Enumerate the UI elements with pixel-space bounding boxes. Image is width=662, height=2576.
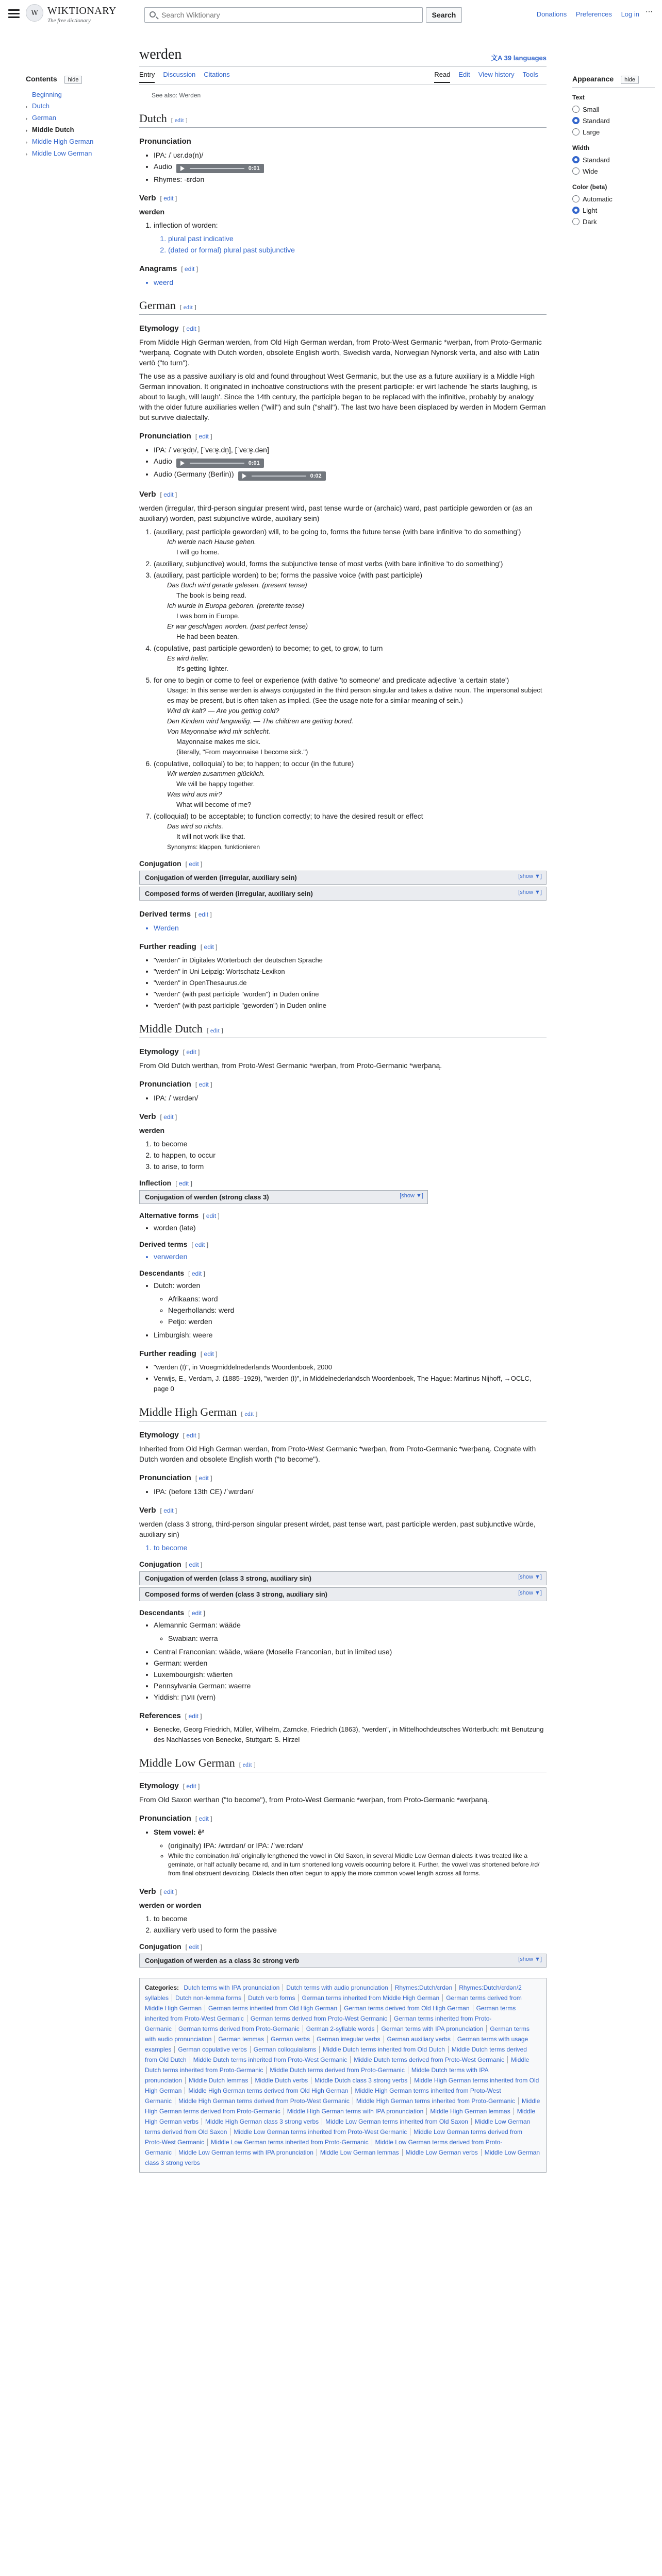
mlg-conjugation-heading: Conjugation [ edit ] bbox=[139, 1942, 203, 1951]
category-link[interactable]: German terms with audio pronunciation bbox=[145, 2025, 530, 2043]
german-heading: German [ edit ] bbox=[139, 299, 547, 315]
dutch-anagrams-heading: Anagrams [ edit ] bbox=[139, 264, 198, 273]
german-verb-headword: werden (irregular, third-person singular present wird, past tense wurde or (archaic) ward, past participle geworden or (as an auxiliary) worden, past subjunctive würde, auxiliary sein) bbox=[139, 504, 533, 522]
descendant: ◦ Swabian: werra bbox=[168, 1633, 547, 1643]
conjugation-table[interactable]: Conjugation of werden as a class 3c strong verb [show ▼] bbox=[139, 1954, 547, 1968]
md-pronunciation-heading: Pronunciation [ edit ] bbox=[139, 1080, 212, 1089]
category-link[interactable]: Middle Low German class 3 strong verbs bbox=[145, 2149, 540, 2166]
german-audio: • Audio 0:01 bbox=[154, 456, 547, 468]
category-link[interactable]: Middle Low German terms derived from Old Saxon bbox=[145, 2118, 531, 2136]
edit-link[interactable]: edit bbox=[186, 1432, 196, 1439]
conjugation-table[interactable]: Conjugation of werden (class 3 strong, auxiliary sin) [show ▼] bbox=[139, 1571, 547, 1585]
descendant: • Luxembourgish: wäerten bbox=[154, 1669, 547, 1680]
edit-link[interactable]: edit bbox=[198, 1475, 209, 1482]
alt-form[interactable]: • worden (late) bbox=[154, 1223, 547, 1233]
category-link[interactable]: Middle High German terms derived from Proto-Germanic bbox=[145, 2097, 540, 2115]
further-reading-item[interactable]: • "werden" (with past participle "worden") in Duden online bbox=[154, 989, 547, 999]
md-definition: 2. to happen, to occur bbox=[154, 1150, 547, 1160]
login-link[interactable]: Log in bbox=[621, 10, 639, 18]
category-link[interactable]: German terms inherited from Middle High German bbox=[298, 1994, 442, 2002]
more-icon[interactable]: ⋯ bbox=[646, 7, 653, 15]
german-sense: 2. (auxiliary, subjunctive) would, forms the subjunctive tense of most verbs (with bare infinitive 'to do something') bbox=[154, 558, 547, 569]
tab-read[interactable]: Read bbox=[434, 71, 450, 83]
edit-link[interactable]: edit bbox=[185, 265, 195, 273]
mhg-descendants-heading: Descendants [ edit ] bbox=[139, 1608, 205, 1617]
toc-item-middle-high-german[interactable]: › Middle High German bbox=[26, 136, 113, 148]
donations-link[interactable]: Donations bbox=[536, 10, 567, 18]
tab-view-history[interactable]: View history bbox=[478, 71, 515, 78]
category-link[interactable]: Rhymes:Dutch/ɛrdən/2 syllables bbox=[145, 1984, 522, 2002]
dutch-headword: werden bbox=[139, 208, 165, 216]
descendant: • Dutch: worden ◦ Afrikaans: word ◦ Negerhollands: werd ◦ Petjo: werden bbox=[154, 1280, 547, 1327]
see-also: See also: Werden bbox=[152, 92, 201, 99]
mlg-etymology-text: From Old Saxon werthan ("to become"), from Proto-West Germanic *werþan, from Proto-Germanic *werþaną. bbox=[139, 1795, 489, 1804]
edit-link[interactable]: edit bbox=[191, 1609, 202, 1617]
category-link[interactable]: German 2-syllable words bbox=[303, 2025, 378, 2032]
user-links bbox=[529, 10, 639, 18]
tab-discussion[interactable]: Discussion bbox=[163, 71, 196, 78]
mhg-references-heading: References [ edit ] bbox=[139, 1711, 202, 1720]
mhg-etymology-text: Inherited from Old High German werdan, from Proto-West Germanic *werþan, from Proto-Germanic *werþaną. Cognate with Dutch worden and obsolete English worth ("to become"). bbox=[139, 1445, 536, 1463]
german-etymology-text: From Middle High German werden, from Old High German werdan, from Proto-West Germanic *werþan, from Proto-Germanic *werþaną. Cognate with Dutch worden, obsolete English worth, Swedish varda, Norwegian Nynorsk verta, and also with Latin vertō ("to turn"). bbox=[139, 338, 542, 367]
tab-tools[interactable]: Tools bbox=[522, 71, 538, 78]
mlg-ipa: ◦ (originally) IPA: /wɛrdən/ or IPA: /ˈweːrdən/ bbox=[168, 1840, 547, 1851]
play-icon bbox=[242, 473, 246, 479]
appearance-panel bbox=[572, 75, 655, 228]
category-link[interactable]: Dutch terms with audio pronunciation bbox=[283, 1984, 391, 1991]
category-link[interactable]: Middle Dutch terms derived from Proto-Germanic bbox=[266, 2066, 407, 2074]
descendant: • Pennsylvania German: waerre bbox=[154, 1681, 547, 1691]
anagram-link[interactable]: • weerd bbox=[154, 277, 547, 287]
mhg-heading: Middle High German [ edit ] bbox=[139, 1405, 547, 1421]
middle-dutch-heading: Middle Dutch [ edit ] bbox=[139, 1022, 547, 1038]
mlg-verb-heading: Verb [ edit ] bbox=[139, 1887, 177, 1896]
tagline: The free dictionary bbox=[47, 18, 91, 24]
category-link[interactable]: Middle Dutch terms inherited from Proto-Germanic bbox=[145, 2056, 529, 2074]
descendant: • Yiddish: ווערן (vern) bbox=[154, 1692, 547, 1702]
dutch-sub-definition[interactable]: 1. plural past indicative bbox=[168, 233, 547, 244]
md-etymology-heading: Etymology [ edit ] bbox=[139, 1047, 200, 1056]
composed-forms-table[interactable]: Composed forms of werden (class 3 strong, auxiliary sin) [show ▼] bbox=[139, 1587, 547, 1601]
site-header bbox=[0, 0, 662, 31]
category-link[interactable]: Middle Low German terms inherited from Proto-West Germanic bbox=[230, 2128, 410, 2136]
mlg-headword: werden or worden bbox=[139, 1901, 202, 1909]
reference-item: • Benecke, Georg Friedrich, Müller, Wilhelm, Zarncke, Friedrich (1863), "werden", in Mittelhochdeutsches Wörterbuch: mit Benutzung des Nachlasses von Benecke, Stuttgart: S. Hirzel bbox=[154, 1724, 547, 1745]
md-headword: werden bbox=[139, 1126, 165, 1134]
preferences-link[interactable]: Preferences bbox=[575, 10, 612, 18]
edit-link[interactable]: edit bbox=[186, 325, 196, 332]
dutch-verb-heading: Verb [ edit ] bbox=[139, 194, 177, 202]
german-sense: 4. (copulative, past participle geworden) to become; to get, to grow, to turn Es wird heller. It's getting lighter. bbox=[154, 643, 547, 674]
category-link[interactable]: German colloquialisms bbox=[250, 2046, 319, 2053]
synonyms: Synonyms: klappen, funktionieren bbox=[167, 843, 260, 851]
category-link[interactable]: Rhymes:Dutch/ɛrdən bbox=[391, 1984, 456, 1991]
conjugation-table[interactable]: Conjugation of werden (strong class 3) [show ▼] bbox=[139, 1190, 428, 1204]
category-link[interactable]: Dutch non-lemma forms bbox=[172, 1994, 244, 2002]
toc-item-beginning[interactable]: Beginning bbox=[32, 91, 62, 98]
further-reading-item[interactable]: • "werden" (with past participle "geworden") in Duden online bbox=[154, 1001, 547, 1011]
md-definition: 3. to arise, to form bbox=[154, 1161, 547, 1172]
page-tabs bbox=[139, 71, 547, 85]
edit-link[interactable]: edit bbox=[186, 1783, 196, 1790]
dutch-heading: Dutch [ edit ] bbox=[139, 112, 547, 128]
search-button[interactable]: Search bbox=[426, 7, 462, 23]
main-content bbox=[139, 46, 547, 2173]
edit-link[interactable]: edit bbox=[198, 433, 209, 440]
category-link[interactable]: German terms inherited from Old High German bbox=[205, 2005, 340, 2012]
toc-item-dutch[interactable]: › Dutch bbox=[26, 100, 113, 112]
edit-link[interactable]: edit bbox=[204, 943, 214, 951]
dutch-audio: • Audio 0:01 bbox=[154, 161, 547, 173]
category-link[interactable]: Middle High German terms derived from Proto-West Germanic bbox=[175, 2097, 353, 2105]
edit-link[interactable]: edit bbox=[189, 1561, 199, 1568]
category-link[interactable]: Middle Dutch class 3 strong verbs bbox=[311, 2077, 410, 2084]
dutch-pronunciation-heading: Pronunciation bbox=[139, 137, 191, 146]
show-toggle[interactable]: [show ▼] bbox=[400, 1193, 423, 1199]
width-wide-option[interactable]: Wide bbox=[572, 166, 655, 177]
german-sense: 7. (colloquial) to be acceptable; to function correctly; to have the desired result or effect Das wird so nichts. It will not work like that. Synonyms: klappen, funktionieren bbox=[154, 811, 547, 852]
category-link[interactable]: Middle Low German verbs bbox=[402, 2149, 481, 2156]
tab-citations[interactable]: Citations bbox=[204, 71, 230, 78]
category-link[interactable]: German terms derived from Proto-West Germanic bbox=[247, 2015, 390, 2022]
category-link[interactable]: Middle High German verbs bbox=[145, 2108, 536, 2125]
further-reading-item[interactable]: • "werden" in Digitales Wörterbuch der deutschen Sprache bbox=[154, 955, 547, 965]
category-links bbox=[139, 1978, 547, 2173]
category-link[interactable]: Middle High German terms with IPA pronunciation bbox=[284, 2108, 427, 2115]
color-light-option[interactable]: Light bbox=[572, 205, 655, 216]
color-heading: Color (beta) bbox=[572, 183, 607, 191]
category-link[interactable]: German lemmas bbox=[214, 2036, 267, 2043]
edit-link[interactable]: edit bbox=[163, 195, 174, 202]
edit-link[interactable]: edit bbox=[210, 1027, 220, 1034]
mhg-ipa: • IPA: (before 13th CE) /ˈwɛrdən/ bbox=[154, 1486, 547, 1497]
text-large-option[interactable]: Large bbox=[572, 127, 655, 138]
composed-forms-table[interactable]: Composed forms of werden (irregular, auxiliary sein) [show ▼] bbox=[139, 887, 547, 901]
edit-link[interactable]: edit bbox=[198, 911, 209, 918]
descendant: • Alemannic German: wääde ◦ Swabian: werra bbox=[154, 1620, 547, 1643]
md-definition: 1. to become bbox=[154, 1139, 547, 1149]
toc-hide-button[interactable]: hide bbox=[64, 76, 82, 84]
search-icon bbox=[150, 11, 156, 18]
edit-link[interactable]: edit bbox=[244, 1410, 254, 1417]
edit-link[interactable]: edit bbox=[206, 1212, 217, 1219]
category-link[interactable]: Middle Low German terms derived from Proto-Germanic bbox=[145, 2139, 503, 2156]
german-audio-berlin: • Audio (Germany (Berlin)) 0:02 bbox=[154, 469, 547, 481]
category-link[interactable]: Middle Dutch terms with IPA pronunciation bbox=[145, 2066, 489, 2084]
usage-note: Usage: In this sense werden is always conjugated in the third person singular and takes a dative noun. The impersonal subject es may be present, but is often taken as implied. (See the usage note for a similar meaning of sein.) bbox=[167, 686, 542, 704]
edit-link[interactable]: edit bbox=[163, 1507, 174, 1514]
category-list bbox=[145, 1984, 540, 2166]
category-link[interactable]: Middle Low German terms inherited from Old Saxon bbox=[322, 2118, 471, 2125]
language-button[interactable]: 文A 39 languages bbox=[491, 54, 547, 62]
category-link[interactable]: Middle Low German terms derived from Proto-West Germanic bbox=[145, 2128, 523, 2146]
edit-link[interactable]: edit bbox=[189, 860, 199, 868]
descendant: • Limburgish: weere bbox=[154, 1330, 547, 1340]
category-link[interactable]: Middle High German terms derived from Old High German bbox=[185, 2087, 351, 2094]
edit-link[interactable]: edit bbox=[189, 1943, 199, 1951]
descendant: ◦ Petjo: werden bbox=[168, 1316, 547, 1327]
show-toggle[interactable]: [show ▼] bbox=[518, 1590, 542, 1596]
edit-link[interactable]: edit bbox=[191, 1270, 202, 1277]
category-link[interactable]: Middle Low German terms with IPA pronunciation bbox=[175, 2149, 317, 2156]
category-link[interactable]: Middle Dutch terms inherited from Old Dutch bbox=[319, 2046, 448, 2053]
audio-player[interactable]: 0:02 bbox=[238, 471, 326, 481]
further-reading-item[interactable]: • "werden" in OpenThesaurus.de bbox=[154, 978, 547, 988]
german-etymology-heading: Etymology [ edit ] bbox=[139, 324, 200, 333]
category-link[interactable]: Middle Dutch verbs bbox=[251, 2077, 311, 2084]
category-link[interactable]: German terms derived from Middle High German bbox=[145, 1994, 522, 2012]
categories-label: Categories: bbox=[145, 1984, 179, 1991]
german-sense: 5. for one to begin or come to feel or experience (with dative 'to someone' and predicate adjective 'a certain state') Usage: In this sense werden is always conjugated in the third person singular and takes a dative noun. The impersonal subject es may be present, but is often taken as implied. (See the usage note for a similar meaning of sein.) Wird dir kalt? — Are you getting cold? Den Kindern wird langweilig. — The children are getting bored. Von Mayonnaise wird mir schlecht. Mayonnaise makes me sick. (literally, "From mayonnaise I become sick.") bbox=[154, 675, 547, 757]
category-link[interactable]: German verbs bbox=[267, 2036, 313, 2043]
tab-entry[interactable]: Entry bbox=[139, 71, 155, 83]
appearance-hide-button[interactable]: hide bbox=[621, 76, 639, 84]
tab-edit[interactable]: Edit bbox=[458, 71, 470, 78]
german-pronunciation-heading: Pronunciation [ edit ] bbox=[139, 432, 212, 440]
edit-link[interactable]: edit bbox=[178, 1180, 189, 1187]
category-link[interactable]: German terms inherited from Proto-West Germanic bbox=[145, 2005, 516, 2022]
mlg-stem-vowel: • Stem vowel: ē² ◦ (originally) IPA: /wɛrdən/ or IPA: /ˈweːrdən/ ◦ While the combination /rd/ originally lengthened the vowel in Old Saxon, in several Middle Low German dialects it was treated like a geminate, or half actually became rd, and in turn shortened long vowels occurring before it. Further, the vowel was shortened before /rd/ from final obstruent devoicing. Dialects then often begun to apply the more common vowel length across all forms. bbox=[154, 1827, 547, 1878]
descendant: • German: werden bbox=[154, 1658, 547, 1668]
german-sense: 3. (auxiliary, past participle worden) to be; forms the passive voice (with past participle) Das Buch wird gerade gelesen. (present tense) The book is being read. Ich wurde in Europa geboren. (preterite tense) I was born in Europe. Er war geschlagen worden. (past perfect tense) He had been beaten. bbox=[154, 570, 547, 642]
german-sense: 1. (auxiliary, past participle geworden) will, to be going to, forms the future tense (with bare infinitive 'to do something') Ich werde nach Hause gehen. I will go home. bbox=[154, 527, 547, 557]
mlg-pronunciation-heading: Pronunciation [ edit ] bbox=[139, 1814, 212, 1823]
md-descendants-heading: Descendants [ edit ] bbox=[139, 1269, 205, 1277]
edit-link[interactable]: edit bbox=[163, 1888, 174, 1895]
category-link[interactable]: Middle High German terms inherited from Proto-West Germanic bbox=[145, 2087, 501, 2105]
wordmark[interactable]: WIKTIONARY bbox=[47, 5, 117, 16]
chevron-right-icon[interactable]: › bbox=[26, 104, 27, 109]
chevron-right-icon[interactable]: › bbox=[26, 151, 27, 157]
descendant: ◦ Afrikaans: word bbox=[168, 1294, 547, 1304]
audio-player[interactable]: 0:01 bbox=[176, 459, 264, 468]
german-sense: 6. (copulative, colloquial) to be; to happen; to occur (in the future) Wir werden zusammen glücklich. We will be happy together. Was wird aus mir? What will become of me? bbox=[154, 758, 547, 810]
page-title: werden bbox=[139, 46, 547, 66]
category-link[interactable]: German irregular verbs bbox=[313, 2036, 383, 2043]
edit-link[interactable]: edit bbox=[188, 1713, 198, 1720]
german-derived-heading: Derived terms [ edit ] bbox=[139, 910, 212, 919]
category-link[interactable]: German terms derived from Proto-Germanic bbox=[175, 2025, 303, 2032]
category-link[interactable]: Dutch terms with IPA pronunciation bbox=[184, 1984, 280, 1991]
mlg-heading: Middle Low German [ edit ] bbox=[139, 1756, 547, 1772]
toc-item-middle-dutch[interactable]: › Middle Dutch bbox=[26, 124, 113, 136]
width-standard-option[interactable]: Standard bbox=[572, 155, 655, 166]
mhg-verb-heading: Verb [ edit ] bbox=[139, 1506, 177, 1515]
further-reading-item[interactable]: • "werden" in Uni Leipzig: Wortschatz-Lexikon bbox=[154, 967, 547, 977]
main-menu-icon[interactable] bbox=[8, 9, 20, 19]
category-link[interactable]: Middle High German lemmas bbox=[426, 2108, 513, 2115]
category-link[interactable]: Middle Dutch terms inherited from Proto-West Germanic bbox=[190, 2056, 351, 2063]
audio-player[interactable]: 0:01 bbox=[176, 164, 264, 173]
category-link[interactable]: Middle High German terms inherited from Proto-Germanic bbox=[353, 2097, 518, 2105]
mhg-conjugation-heading: Conjugation [ edit ] bbox=[139, 1560, 203, 1568]
category-link[interactable]: German terms with usage examples bbox=[145, 2036, 528, 2053]
derived-term[interactable]: • verwerden bbox=[154, 1251, 547, 1262]
md-alt-forms-heading: Alternative forms [ edit ] bbox=[139, 1211, 220, 1219]
text-standard-option[interactable]: Standard bbox=[572, 115, 655, 127]
search-input[interactable] bbox=[160, 10, 408, 20]
wiktionary-logo[interactable]: W bbox=[26, 4, 43, 22]
descendant: • Central Franconian: wääde, wäare (Moselle Franconian, but in limited use) bbox=[154, 1647, 547, 1657]
text-small-option[interactable]: Small bbox=[572, 104, 655, 115]
mlg-definition: 1. to become bbox=[154, 1913, 547, 1924]
category-link[interactable]: Middle Low German lemmas bbox=[317, 2149, 402, 2156]
dutch-ipa: • IPA: /ˈʋɛr.də(n)/ bbox=[154, 150, 547, 160]
appearance-heading: Appearance bbox=[572, 75, 614, 83]
language-icon: 文A bbox=[491, 54, 504, 62]
mlg-definition: 2. auxiliary verb used to form the passive bbox=[154, 1925, 547, 1935]
edit-link[interactable]: edit bbox=[174, 116, 184, 124]
md-derived-heading: Derived terms [ edit ] bbox=[139, 1240, 209, 1248]
width-heading: Width bbox=[572, 144, 590, 151]
german-further-heading: Further reading [ edit ] bbox=[139, 942, 218, 951]
table-of-contents bbox=[26, 75, 113, 160]
dutch-rhymes: • Rhymes: -ɛrdən bbox=[154, 174, 547, 184]
german-ipa: • IPA: /ˈveːɐ̯dn̩/, [ˈveːɐ̯.dn̩], [ˈveːɐ̯.dən] bbox=[154, 445, 547, 455]
descendant: ◦ Negerhollands: werd bbox=[168, 1305, 547, 1315]
color-dark-option[interactable]: Dark bbox=[572, 216, 655, 228]
edit-link[interactable]: edit bbox=[242, 1761, 252, 1768]
german-conjugation-heading: Conjugation [ edit ] bbox=[139, 859, 203, 868]
category-link[interactable]: German terms with IPA pronunciation bbox=[377, 2025, 486, 2032]
edit-link[interactable]: edit bbox=[186, 1048, 196, 1056]
md-etymology-text: From Old Dutch werthan, from Proto-West Germanic *werþan, from Proto-Germanic *werþaną. bbox=[139, 1061, 442, 1070]
category-link[interactable]: Middle Dutch lemmas bbox=[185, 2077, 251, 2084]
play-icon bbox=[180, 166, 185, 171]
toc-item-middle-low-german[interactable]: › Middle Low German bbox=[26, 148, 113, 160]
chevron-right-icon[interactable]: › bbox=[26, 116, 27, 121]
mhg-definition[interactable]: 1. to become bbox=[154, 1543, 547, 1553]
color-automatic-option[interactable]: Automatic bbox=[572, 194, 655, 205]
show-toggle[interactable]: [show ▼] bbox=[518, 1574, 542, 1580]
derived-term[interactable]: • Werden bbox=[154, 923, 547, 933]
dutch-definition: 1. inflection of worden: 1. plural past indicative 2. (dated or formal) plural past subjunctive bbox=[154, 220, 547, 255]
german-etymology-text-2: The use as a passive auxiliary is old and found throughout West Germanic, but the use as a future auxiliary is a Middle High German innovation. It originated in inchoative constructions with the present participle: er wirt lachende 'he starts laughing, is about to laugh, will laugh'. Since the 14th century, the participle began to be replaced with the infinitive, probably by analogy with the older future auxiliaries wellen ("will") and suln ("shall"). The last two have been displaced by werden in Modern German but survive dialectally. bbox=[139, 372, 546, 421]
toc-item-german[interactable]: › German bbox=[26, 112, 113, 124]
mhg-etymology-heading: Etymology [ edit ] bbox=[139, 1431, 200, 1439]
category-link[interactable]: German auxiliary verbs bbox=[384, 2036, 454, 2043]
category-link[interactable]: German copulative verbs bbox=[174, 2046, 250, 2053]
edit-link[interactable]: edit bbox=[163, 1113, 174, 1121]
category-link[interactable]: German terms derived from Old High German bbox=[340, 2005, 472, 2012]
edit-link[interactable]: edit bbox=[183, 303, 193, 311]
further-reading-item: • "werden (I)", in Vroegmiddelnederlands Woordenboek, 2000 bbox=[154, 1362, 547, 1372]
chevron-right-icon[interactable]: › bbox=[26, 140, 27, 145]
show-toggle[interactable]: [show ▼] bbox=[518, 1956, 542, 1962]
edit-link[interactable]: edit bbox=[163, 491, 174, 498]
edit-link[interactable]: edit bbox=[198, 1815, 209, 1822]
further-reading-item: • Verwijs, E., Verdam, J. (1885–1929), "werden (I)", in Middelnederlandsch Woordenboek, The Hague: Martinus Nijhoff, →OCLC, page 0 bbox=[154, 1374, 547, 1394]
category-link[interactable]: Middle Low German terms inherited from Proto-Germanic bbox=[207, 2139, 371, 2146]
category-link[interactable]: Middle High German class 3 strong verbs bbox=[202, 2118, 322, 2125]
toc-heading: Contents bbox=[26, 75, 57, 83]
dutch-sub-definition[interactable]: 2. (dated or formal) plural past subjunctive bbox=[168, 245, 547, 255]
search-box[interactable] bbox=[144, 7, 423, 23]
category-link[interactable]: Middle Dutch terms derived from Proto-West Germanic bbox=[350, 2056, 507, 2063]
text-size-heading: Text bbox=[572, 94, 585, 101]
mlg-etymology-heading: Etymology [ edit ] bbox=[139, 1782, 200, 1790]
category-link[interactable]: German terms inherited from Proto-Germanic bbox=[145, 2015, 492, 2032]
mlg-pronunciation-note: ◦ While the combination /rd/ originally lengthened the vowel in Old Saxon, in several Middle Low German dialects it was treated like a geminate, or half actually became rd, and in turn shortened long vowels occurring before it. Further, the vowel was shortened before /rd/ from final obstruent devoicing. Dialects then often begun to apply the more common vowel length across all forms. bbox=[168, 1852, 547, 1878]
category-link[interactable]: Dutch verb forms bbox=[244, 1994, 298, 2002]
german-verb-heading: Verb [ edit ] bbox=[139, 490, 177, 499]
show-toggle[interactable]: [show ▼] bbox=[518, 873, 542, 879]
md-further-heading: Further reading [ edit ] bbox=[139, 1349, 218, 1358]
edit-link[interactable]: edit bbox=[195, 1241, 205, 1248]
mhg-verb-headword: werden (class 3 strong, third-person singular present wirdet, past tense wart, past participle werden, past subjunctive würde, auxiliary sin) bbox=[139, 1520, 536, 1538]
md-inflection-heading: Inflection [ edit ] bbox=[139, 1179, 192, 1187]
play-icon bbox=[180, 461, 185, 466]
edit-link[interactable]: edit bbox=[204, 1350, 214, 1358]
conjugation-table[interactable]: Conjugation of werden (irregular, auxiliary sein) [show ▼] bbox=[139, 871, 547, 885]
category-link[interactable]: Middle Dutch terms derived from Old Dutch bbox=[145, 2046, 527, 2063]
edit-link[interactable]: edit bbox=[198, 1081, 209, 1088]
md-ipa: • IPA: /ˈwɛrdən/ bbox=[154, 1093, 547, 1103]
mhg-pronunciation-heading: Pronunciation [ edit ] bbox=[139, 1473, 212, 1482]
category-link[interactable]: Middle High German terms inherited from Old High German bbox=[145, 2077, 539, 2094]
show-toggle[interactable]: [show ▼] bbox=[518, 889, 542, 895]
md-verb-heading: Verb [ edit ] bbox=[139, 1112, 177, 1121]
chevron-right-icon[interactable]: › bbox=[26, 128, 27, 133]
